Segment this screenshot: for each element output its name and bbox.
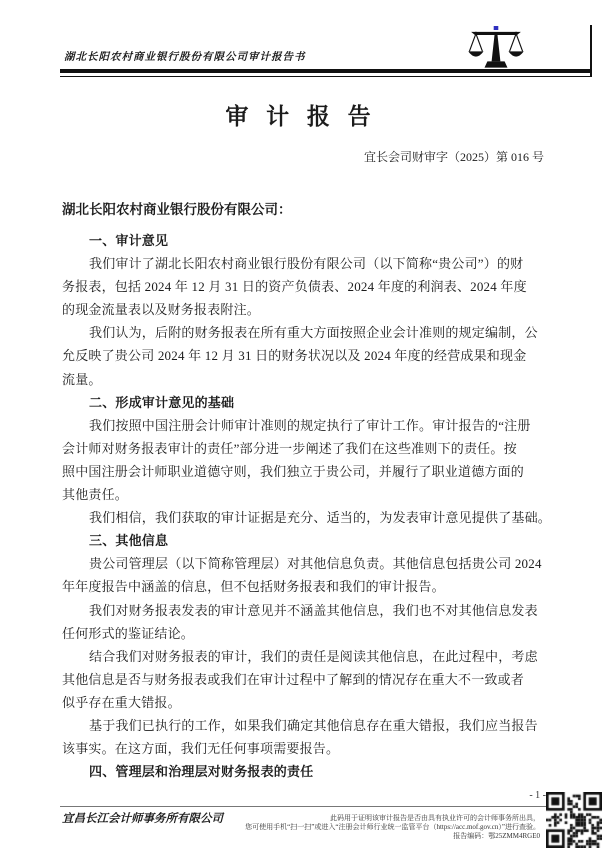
- body-line: 允反映了贵公司 2024 年 12 月 31 日的财务状况以及 2024 年度的经营成果和现金: [62, 348, 527, 364]
- section-heading: 一、审计意见: [89, 233, 169, 248]
- verification-note-line2: 您可使用手机“扫一扫”或进入“注册会计师行业统一监管平台（https://acc.mof.gov.cn）”进行查验。: [245, 823, 540, 831]
- body-line: 我们对财务报表发表的审计意见并不涵盖其他信息，我们也不对其他信息发表: [89, 602, 538, 618]
- addressee-line: 湖北长阳农村商业银行股份有限公司：: [62, 202, 292, 217]
- body-line: 我们审计了湖北长阳农村商业银行股份有限公司（以下简称“贵公司”）的财: [89, 256, 524, 272]
- running-header-title: 湖北长阳农村商业银行股份有限公司审计报告书: [64, 52, 306, 63]
- body-line: 似乎存在重大错报。: [62, 694, 181, 710]
- body-line: 结合我们对财务报表的审计，我们的责任是阅读其他信息，在此过程中，考虑: [89, 648, 538, 664]
- body-line: 务报表，包括 2024 年 12 月 31 日的资产负债表、2024 年度的利润表、2024 年度: [62, 279, 527, 295]
- verification-note-line1: 此码用于证明该审计报告是否由具有执业许可的会计师事务所出具，: [330, 814, 540, 822]
- header-rule-thin: [60, 76, 591, 77]
- report-reference-number: 宜长会司财审字（2025）第 016 号: [363, 150, 544, 164]
- body-line: 基于我们已执行的工作，如果我们确定其他信息存在重大错报，我们应当报告: [89, 717, 538, 733]
- audit-firm-name: 宜昌长江会计师事务所有限公司: [62, 813, 223, 825]
- body-line: 贵公司管理层（以下简称管理层）对其他信息负责。其他信息包括贵公司 2024: [89, 556, 542, 572]
- body-line: 该事实。在这方面，我们无任何事项需要报告。: [62, 741, 340, 757]
- body-line: 其他信息是否与财务报表或我们在审计过程中了解到的情况存在重大不一致或者: [62, 671, 525, 687]
- body-line: 我们相信，我们获取的审计证据是充分、适当的，为发表审计意见提供了基础。: [89, 510, 552, 526]
- scales-of-justice-icon: [466, 26, 526, 70]
- body-line: 的现金流量表以及财务报表附注。: [62, 302, 261, 318]
- section-heading: 三、其他信息: [89, 533, 169, 549]
- document-body: [62, 229, 552, 783]
- body-line: 其他责任。: [62, 487, 129, 503]
- body-line: 会计师对财务报表审计的责任”部分进一步阐述了我们在这些准则下的责任。按: [62, 440, 517, 456]
- section-heading: 四、管理层和治理层对财务报表的责任: [89, 764, 314, 780]
- body-line: 年年度报告中涵盖的信息，但不包括财务报表和我们的审计报告。: [62, 579, 445, 595]
- body-line: 我们按照中国注册会计师审计准则的规定执行了审计工作。审计报告的“注册: [89, 417, 531, 433]
- qr-code: [546, 792, 602, 848]
- body-line: 照中国注册会计师职业道德守则，我们独立于贵公司，并履行了职业道德方面的: [62, 463, 525, 479]
- report-title: 审 计 报 告: [225, 104, 377, 129]
- footer-rule: [60, 806, 546, 807]
- body-line: 任何形式的鉴证结论。: [62, 625, 195, 641]
- section-heading: 二、形成审计意见的基础: [89, 394, 235, 410]
- header-corner-line: [590, 25, 592, 77]
- body-line: 我们认为，后附的财务报表在所有重大方面按照企业会计准则的规定编制，公: [89, 325, 538, 341]
- report-code-line: 报告编码：鄂25ZMM4RGE0: [453, 832, 540, 840]
- body-line: 流量。: [62, 371, 102, 387]
- page-number: - 1 -: [529, 790, 546, 801]
